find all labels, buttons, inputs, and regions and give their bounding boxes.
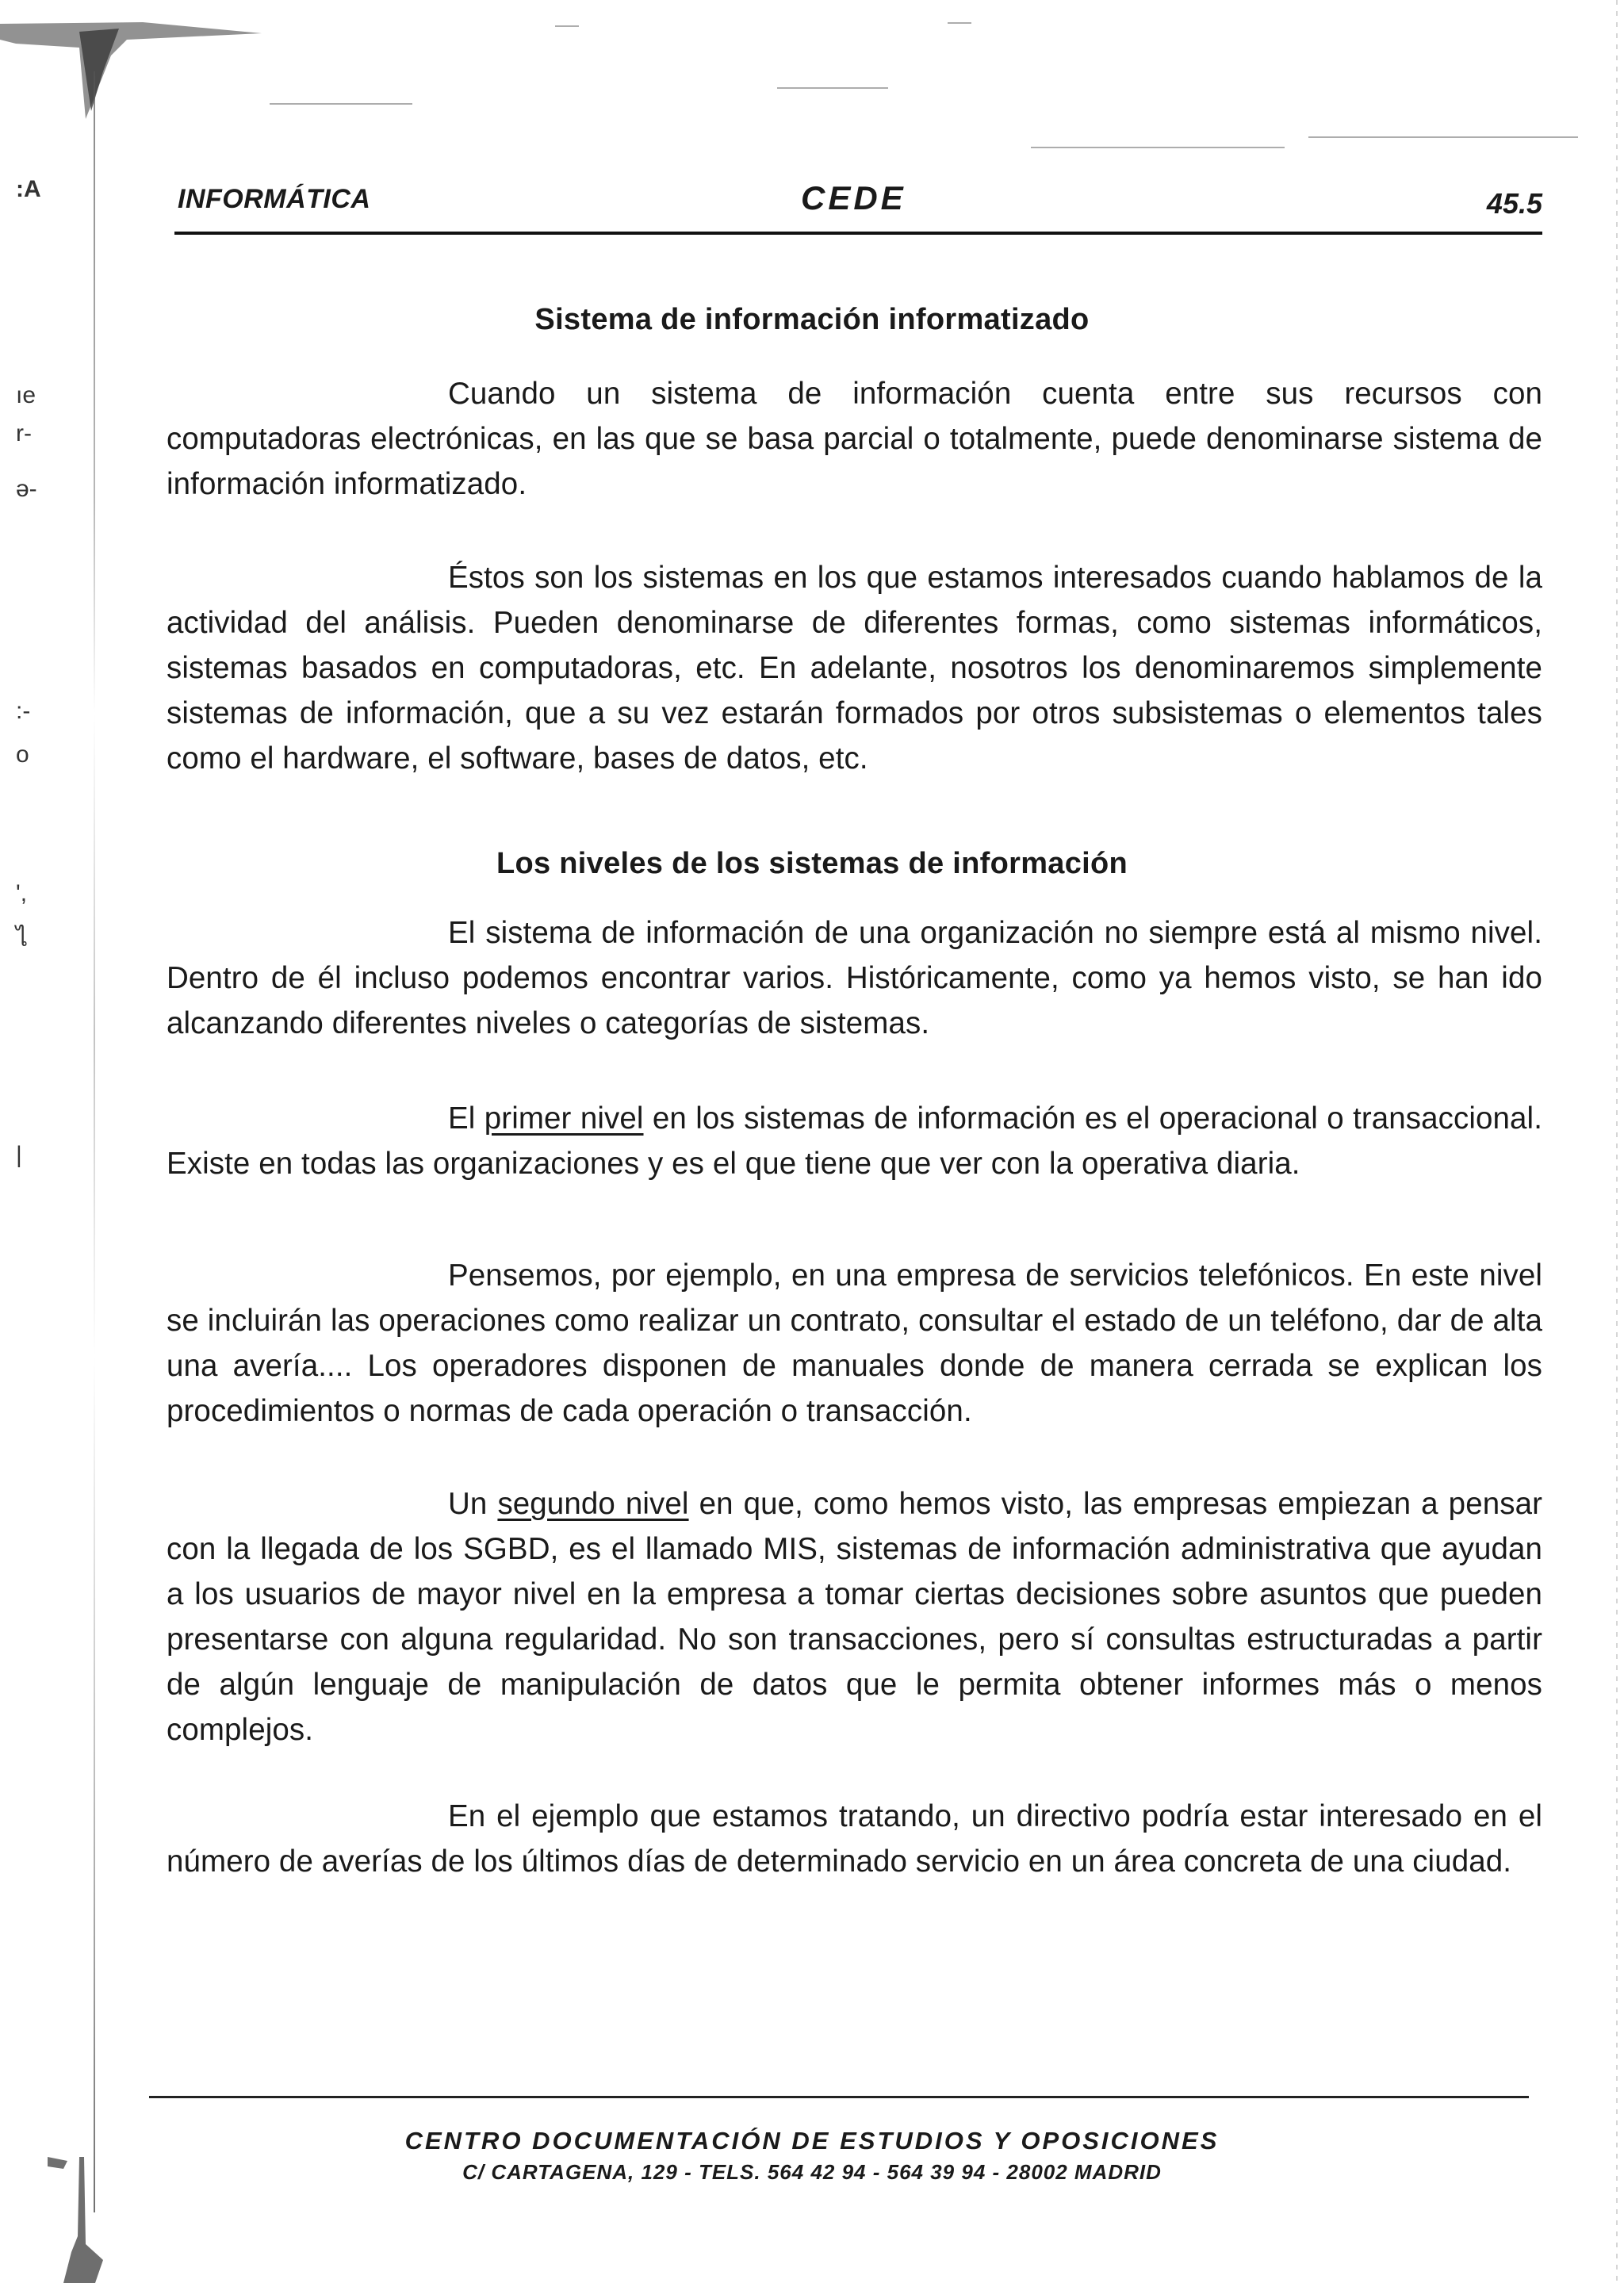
footer-organization: CENTRO DOCUMENTACIÓN DE ESTUDIOS Y OPOSICIONES: [404, 2127, 1220, 2155]
margin-fragment: ',: [16, 880, 28, 906]
header-brand-logo: CEDE: [801, 179, 906, 216]
paragraph-text: en que, como hemos visto, las empresas empiezan a pensar con la llegada de los SGBD, es el llamado MIS, sistemas de información administrativa que ayudan a los usuarios de mayor nivel en la empresa a tomar ciertas decisiones sobre asuntos que pueden presentarse con alguna regularidad. No son transacciones, pero sí consultas estructuradas a partir de algún lenguaje de manipulación de datos que le permita obtener informes más o menos complejos.: [167, 1487, 1542, 1747]
margin-fragment: |: [16, 1142, 22, 1168]
margin-fragment: ไ: [16, 925, 29, 952]
underlined-term: segundo nivel: [497, 1487, 689, 1521]
paragraph-text: Un: [448, 1487, 498, 1521]
margin-fragment: ə-: [16, 476, 37, 502]
paragraph: Éstos son los sistemas en los que estamos interesados cuando hablamos de la actividad del análisis. Pueden denominarse de diferentes formas, como sistemas informáticos, sistemas basados en computadoras, etc. En adelante, nosotros los denominaremos simplemente sistemas de información, que a su vez estarán formados por otros subsistemas o elementos tales como el hardware, el software, bases de datos, etc.: [167, 561, 1542, 776]
margin-fragment: ıe: [16, 382, 36, 408]
binding-edge-line: [94, 71, 95, 2212]
scan-dash: [777, 87, 888, 89]
paragraph: El sistema de información de una organización no siempre está al mismo nivel. Dentro de él incluso podemos encontrar varios. Históricamente, como ya hemos visto, se han ido alcanzando diferentes niveles o categorías de sistemas.: [167, 916, 1542, 1040]
scan-dash: [1308, 136, 1578, 138]
page-header: [174, 176, 1542, 235]
margin-fragment: :-: [16, 698, 31, 724]
margin-fragment: r-: [16, 420, 32, 446]
header-section-title: INFORMÁTICA: [178, 184, 371, 214]
scan-dash: [555, 25, 579, 27]
underlined-term: primer nivel: [484, 1101, 644, 1136]
scan-dash: [1031, 147, 1285, 148]
scan-dash: [270, 103, 412, 105]
scan-smudge-top-left: [0, 0, 262, 119]
paragraph: En el ejemplo que estamos tratando, un directivo podría estar interesado en el número de averías de los últimos días de determinado servicio en un área concreta de una ciudad.: [167, 1799, 1542, 1879]
page-number: 45.5: [1486, 187, 1542, 220]
scan-dash: [948, 22, 971, 24]
section-heading: Sistema de información informatizado: [534, 303, 1090, 336]
paragraph-segundo-nivel: [167, 1481, 1542, 1752]
paragraph-text: en los sistemas de información es el operacional o transaccional. Existe en todas las organizaciones y es el que tiene que ver con la operativa diaria.: [167, 1101, 1543, 1181]
page-edge-dots: [1616, 0, 1618, 2283]
paragraph-primer-nivel: [167, 1096, 1542, 1186]
paragraph: Pensemos, por ejemplo, en una empresa de servicios telefónicos. En este nivel se incluirán las operaciones como realizar un contrato, consultar el estado de un teléfono, dar de alta una avería.... Los operadores disponen de manuales donde de manera cerrada se explican los procedimientos o normas de cada operación o transacción.: [167, 1258, 1542, 1428]
footer-address: C/ CARTAGENA, 129 - TELS. 564 42 94 - 564 39 94 - 28002 MADRID: [462, 2160, 1162, 2184]
paragraph: Cuando un sistema de información cuenta entre sus recursos con computadoras electrónicas, en las que se basa parcial o totalmente, puede denominarse sistema de información informatizado.: [167, 377, 1542, 501]
paragraph-text: El: [448, 1101, 485, 1136]
footer-divider: [149, 2096, 1529, 2098]
margin-fragment: :A: [16, 176, 41, 202]
margin-fragment: o: [16, 741, 29, 768]
section-heading: Los niveles de los sistemas de información: [496, 847, 1128, 880]
